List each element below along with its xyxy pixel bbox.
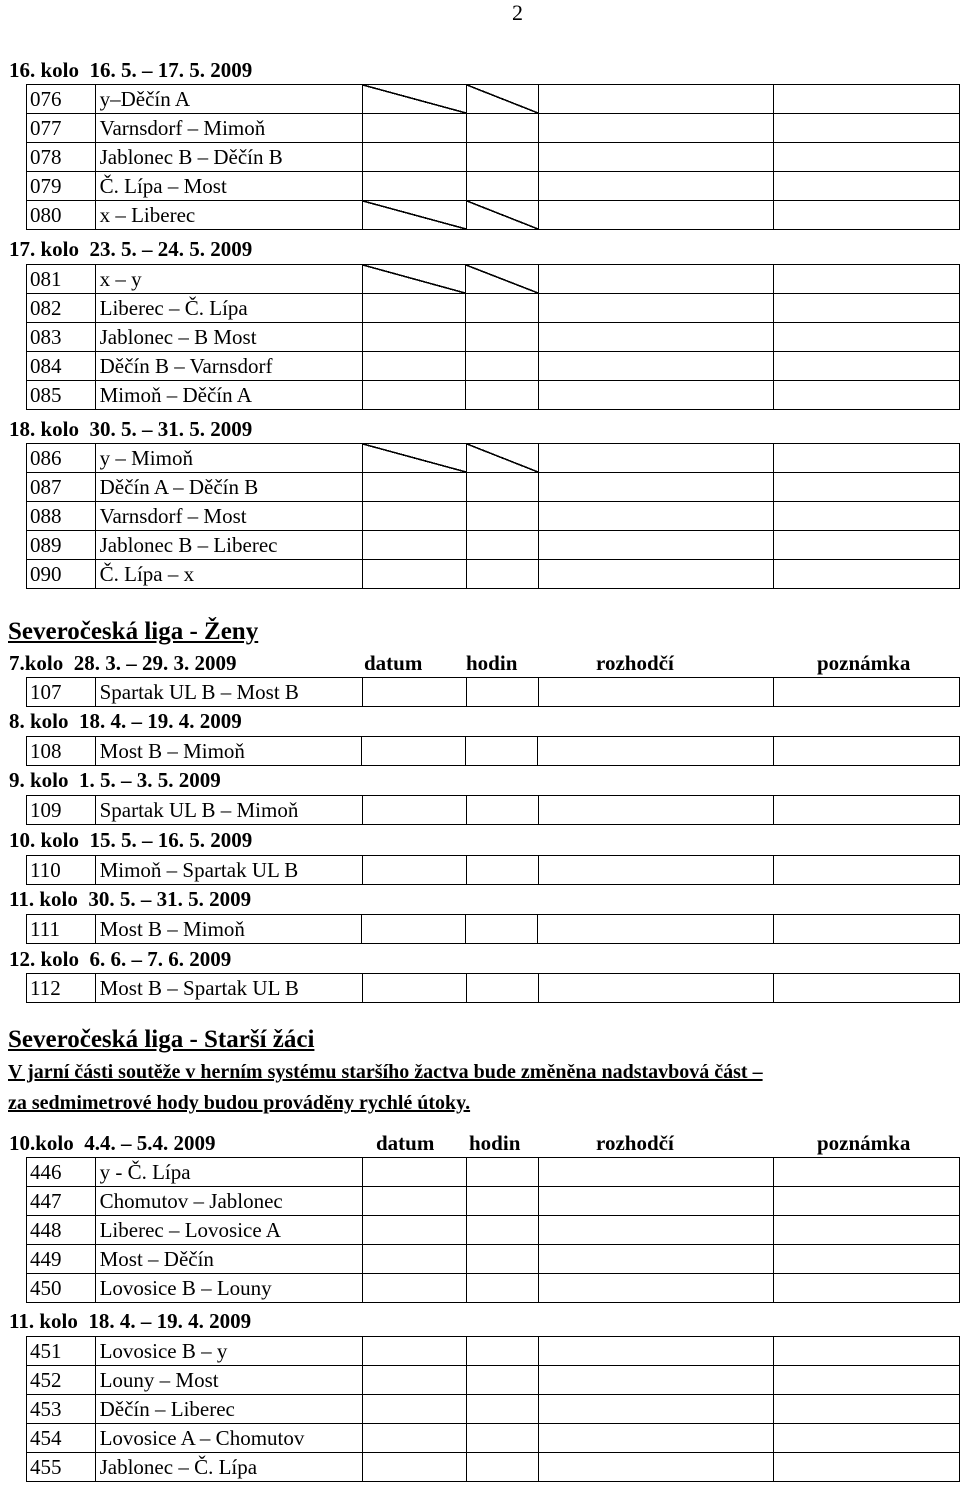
rozhodci-cell	[538, 974, 773, 1003]
match-number: 077	[27, 114, 96, 143]
poznamka-cell	[774, 796, 960, 825]
poznamka-cell	[774, 473, 960, 502]
table-row	[27, 294, 960, 323]
schedule-table	[26, 1157, 960, 1303]
match-number: 111	[27, 915, 96, 944]
hodin-cell	[466, 85, 538, 114]
match-teams: Most B – Mimoň	[95, 737, 362, 766]
rozhodci-cell	[538, 265, 773, 294]
poznamka-cell	[774, 294, 960, 323]
table-row	[27, 1158, 960, 1187]
match-teams: Č. Lípa – x	[95, 560, 362, 589]
poznamka-cell	[774, 1366, 960, 1395]
rozhodci-cell	[538, 1245, 773, 1274]
rozhodci-cell	[538, 915, 773, 944]
match-number: 078	[27, 143, 96, 172]
table-row	[27, 856, 960, 885]
table-row	[27, 796, 960, 825]
datum-cell	[362, 1158, 466, 1187]
column-header-rozhodci: rozhodčí	[596, 1131, 674, 1155]
match-number: 452	[27, 1366, 96, 1395]
match-teams: Varnsdorf – Most	[95, 502, 362, 531]
poznamka-cell	[774, 560, 960, 589]
table-row	[27, 915, 960, 944]
rozhodci-cell	[538, 381, 773, 410]
datum-cell	[362, 294, 466, 323]
datum-cell	[362, 974, 466, 1003]
hodin-cell	[466, 201, 538, 230]
match-number: 082	[27, 294, 96, 323]
poznamka-cell	[774, 381, 960, 410]
match-number: 090	[27, 560, 96, 589]
table-row	[27, 143, 960, 172]
rozhodci-cell	[538, 444, 773, 473]
poznamka-cell	[774, 1274, 960, 1303]
datum-cell	[362, 323, 466, 352]
match-teams: Děčín – Liberec	[95, 1395, 362, 1424]
match-number: 454	[27, 1424, 96, 1453]
column-header-datum: datum	[364, 651, 423, 675]
poznamka-cell	[774, 352, 960, 381]
match-teams: Spartak UL B – Mimoň	[95, 796, 362, 825]
datum-cell	[362, 1274, 466, 1303]
rozhodci-cell	[538, 294, 773, 323]
table-row	[27, 444, 960, 473]
hodin-cell	[466, 560, 538, 589]
match-teams: x – y	[95, 265, 362, 294]
column-header-rozhodci: rozhodčí	[596, 651, 674, 675]
match-teams: Lovosice B – y	[95, 1337, 362, 1366]
round-title: 11. kolo 18. 4. – 19. 4. 2009	[9, 1309, 252, 1333]
column-header-poznamka: poznámka	[817, 651, 911, 675]
match-teams: Jablonec B – Děčín B	[95, 143, 362, 172]
section-note-line-1: V jarní části soutěže v herním systému staršího žactva bude změněna nadstavbová část –	[8, 1061, 763, 1083]
column-header-poznamka: poznámka	[817, 1131, 911, 1155]
poznamka-cell	[774, 1453, 960, 1482]
poznamka-cell	[774, 1424, 960, 1453]
page-number: 2	[512, 0, 523, 25]
round-title: 10. kolo 15. 5. – 16. 5. 2009	[9, 828, 253, 852]
datum-cell	[362, 502, 466, 531]
hodin-cell	[466, 265, 538, 294]
match-number: 108	[27, 737, 96, 766]
table-row	[27, 974, 960, 1003]
rozhodci-cell	[538, 1453, 773, 1482]
rozhodci-cell	[538, 1337, 773, 1366]
rozhodci-cell	[538, 1395, 773, 1424]
poznamka-cell	[774, 531, 960, 560]
section-heading-zaci: Severočeská liga - Starší žáci	[8, 1026, 315, 1053]
match-teams: Liberec – Lovosice A	[95, 1216, 362, 1245]
hodin-cell	[466, 323, 538, 352]
match-number: 083	[27, 323, 96, 352]
column-header-hodin: hodin	[466, 651, 518, 675]
match-teams: Most B – Spartak UL B	[95, 974, 362, 1003]
hodin-cell	[466, 1337, 538, 1366]
schedule-table	[26, 914, 960, 944]
match-number: 451	[27, 1337, 96, 1366]
round-title: 8. kolo 18. 4. – 19. 4. 2009	[9, 709, 242, 733]
poznamka-cell	[774, 1395, 960, 1424]
datum-cell	[362, 796, 466, 825]
rozhodci-cell	[538, 737, 773, 766]
match-number: 081	[27, 265, 96, 294]
poznamka-cell	[773, 737, 959, 766]
match-number: 107	[27, 678, 96, 707]
table-row	[27, 381, 960, 410]
poznamka-cell	[774, 1245, 960, 1274]
rozhodci-cell	[538, 201, 773, 230]
poznamka-cell	[774, 1337, 960, 1366]
hodin-cell	[466, 1395, 538, 1424]
match-number: 109	[27, 796, 96, 825]
hodin-cell	[466, 172, 538, 201]
hodin-cell	[466, 1453, 538, 1482]
datum-cell	[362, 352, 466, 381]
match-teams: Lovosice A – Chomutov	[95, 1424, 362, 1453]
round-title: 16. kolo 16. 5. – 17. 5. 2009	[9, 58, 253, 82]
match-number: 449	[27, 1245, 96, 1274]
poznamka-cell	[774, 502, 960, 531]
match-teams: Děčín A – Děčín B	[95, 473, 362, 502]
datum-cell	[362, 531, 466, 560]
poznamka-cell	[774, 974, 960, 1003]
poznamka-cell	[774, 143, 960, 172]
table-row	[27, 1337, 960, 1366]
poznamka-cell	[774, 323, 960, 352]
datum-cell	[362, 1424, 466, 1453]
match-number: 447	[27, 1187, 96, 1216]
table-row	[27, 114, 960, 143]
table-row	[27, 1187, 960, 1216]
table-row	[27, 1274, 960, 1303]
poznamka-cell	[773, 915, 959, 944]
hodin-cell	[466, 1216, 538, 1245]
match-number: 088	[27, 502, 96, 531]
poznamka-cell	[774, 201, 960, 230]
schedule-table	[26, 677, 960, 707]
match-teams: Mimoň – Děčín A	[95, 381, 362, 410]
rozhodci-cell	[538, 323, 773, 352]
table-row	[27, 172, 960, 201]
poznamka-cell	[774, 444, 960, 473]
schedule-table	[26, 84, 960, 230]
match-teams: Varnsdorf – Mimoň	[95, 114, 362, 143]
rozhodci-cell	[538, 678, 773, 707]
table-row	[27, 85, 960, 114]
hodin-cell	[466, 1187, 538, 1216]
poznamka-cell	[774, 1187, 960, 1216]
datum-cell	[362, 444, 466, 473]
round-title: 11. kolo 30. 5. – 31. 5. 2009	[9, 887, 252, 911]
table-row	[27, 1424, 960, 1453]
round-title: 7.kolo 28. 3. – 29. 3. 2009	[9, 651, 237, 675]
datum-cell	[362, 856, 466, 885]
hodin-cell	[466, 1274, 538, 1303]
table-row	[27, 352, 960, 381]
poznamka-cell	[774, 265, 960, 294]
table-row	[27, 1453, 960, 1482]
table-row	[27, 1216, 960, 1245]
match-teams: Jablonec – B Most	[95, 323, 362, 352]
hodin-cell	[466, 856, 538, 885]
datum-cell	[362, 737, 466, 766]
hodin-cell	[466, 737, 538, 766]
table-row	[27, 502, 960, 531]
rozhodci-cell	[538, 560, 773, 589]
match-teams: x – Liberec	[95, 201, 362, 230]
match-teams: y – Mimoň	[95, 444, 362, 473]
datum-cell	[362, 1216, 466, 1245]
poznamka-cell	[774, 1216, 960, 1245]
poznamka-cell	[774, 114, 960, 143]
table-row	[27, 473, 960, 502]
datum-cell	[362, 915, 466, 944]
round-title: 17. kolo 23. 5. – 24. 5. 2009	[9, 237, 253, 261]
match-teams: Lovosice B – Louny	[95, 1274, 362, 1303]
rozhodci-cell	[538, 1216, 773, 1245]
hodin-cell	[466, 294, 538, 323]
table-row	[27, 678, 960, 707]
hodin-cell	[466, 1158, 538, 1187]
poznamka-cell	[774, 678, 960, 707]
schedule-table	[26, 736, 960, 766]
column-header-hodin: hodin	[469, 1131, 521, 1155]
hodin-cell	[466, 796, 538, 825]
rozhodci-cell	[538, 352, 773, 381]
hodin-cell	[466, 1366, 538, 1395]
hodin-cell	[466, 915, 538, 944]
table-row	[27, 560, 960, 589]
rozhodci-cell	[538, 1366, 773, 1395]
match-number: 080	[27, 201, 96, 230]
section-note-line-2: za sedmimetrové hody budou prováděny rychlé útoky.	[8, 1092, 471, 1114]
match-number: 089	[27, 531, 96, 560]
match-teams: Spartak UL B – Most B	[95, 678, 362, 707]
table-row	[27, 1395, 960, 1424]
datum-cell	[362, 381, 466, 410]
datum-cell	[362, 1337, 466, 1366]
datum-cell	[362, 85, 466, 114]
match-number: 110	[27, 856, 96, 885]
match-number: 085	[27, 381, 96, 410]
datum-cell	[362, 678, 466, 707]
match-number: 453	[27, 1395, 96, 1424]
poznamka-cell	[774, 1158, 960, 1187]
match-teams: Liberec – Č. Lípa	[95, 294, 362, 323]
datum-cell	[362, 1245, 466, 1274]
match-teams: Jablonec B – Liberec	[95, 531, 362, 560]
schedule-table	[26, 855, 960, 885]
rozhodci-cell	[538, 502, 773, 531]
schedule-table	[26, 443, 960, 589]
hodin-cell	[466, 381, 538, 410]
table-row	[27, 737, 960, 766]
match-teams: Louny – Most	[95, 1366, 362, 1395]
rozhodci-cell	[538, 1424, 773, 1453]
table-row	[27, 201, 960, 230]
poznamka-cell	[774, 85, 960, 114]
match-number: 112	[27, 974, 96, 1003]
rozhodci-cell	[538, 114, 773, 143]
match-teams: Chomutov – Jablonec	[95, 1187, 362, 1216]
match-teams: Mimoň – Spartak UL B	[95, 856, 362, 885]
rozhodci-cell	[538, 856, 773, 885]
datum-cell	[362, 560, 466, 589]
poznamka-cell	[774, 172, 960, 201]
match-teams: Jablonec – Č. Lípa	[95, 1453, 362, 1482]
hodin-cell	[466, 531, 538, 560]
hodin-cell	[466, 143, 538, 172]
match-teams: Most B – Mimoň	[95, 915, 362, 944]
datum-cell	[362, 201, 466, 230]
schedule-table	[26, 973, 960, 1003]
rozhodci-cell	[538, 796, 773, 825]
hodin-cell	[466, 502, 538, 531]
schedule-table	[26, 1336, 960, 1482]
match-teams: y - Č. Lípa	[95, 1158, 362, 1187]
section-heading-zeny: Severočeská liga - Ženy	[8, 618, 259, 645]
rozhodci-cell	[538, 143, 773, 172]
rozhodci-cell	[538, 1158, 773, 1187]
hodin-cell	[466, 444, 538, 473]
round-title: 10.kolo 4.4. – 5.4. 2009	[9, 1131, 216, 1155]
rozhodci-cell	[538, 1187, 773, 1216]
match-teams: Most – Děčín	[95, 1245, 362, 1274]
rozhodci-cell	[538, 85, 773, 114]
match-number: 450	[27, 1274, 96, 1303]
datum-cell	[362, 473, 466, 502]
datum-cell	[362, 143, 466, 172]
datum-cell	[362, 172, 466, 201]
hodin-cell	[466, 1245, 538, 1274]
datum-cell	[362, 1395, 466, 1424]
table-row	[27, 531, 960, 560]
hodin-cell	[466, 114, 538, 143]
schedule-table	[26, 264, 960, 410]
hodin-cell	[466, 974, 538, 1003]
round-title: 9. kolo 1. 5. – 3. 5. 2009	[9, 768, 221, 792]
datum-cell	[362, 1366, 466, 1395]
datum-cell	[362, 1453, 466, 1482]
match-number: 455	[27, 1453, 96, 1482]
table-row	[27, 1245, 960, 1274]
hodin-cell	[466, 352, 538, 381]
match-number: 076	[27, 85, 96, 114]
rozhodci-cell	[538, 1274, 773, 1303]
rozhodci-cell	[538, 172, 773, 201]
match-number: 448	[27, 1216, 96, 1245]
round-title: 12. kolo 6. 6. – 7. 6. 2009	[9, 947, 232, 971]
rozhodci-cell	[538, 473, 773, 502]
match-number: 446	[27, 1158, 96, 1187]
match-number: 079	[27, 172, 96, 201]
datum-cell	[362, 1187, 466, 1216]
table-row	[27, 323, 960, 352]
hodin-cell	[466, 1424, 538, 1453]
table-row	[27, 1366, 960, 1395]
hodin-cell	[466, 678, 538, 707]
match-teams: Děčín B – Varnsdorf	[95, 352, 362, 381]
column-header-datum: datum	[376, 1131, 435, 1155]
rozhodci-cell	[538, 531, 773, 560]
schedule-table	[26, 795, 960, 825]
table-row	[27, 265, 960, 294]
match-number: 086	[27, 444, 96, 473]
hodin-cell	[466, 473, 538, 502]
match-number: 087	[27, 473, 96, 502]
match-teams: y–Děčín A	[95, 85, 362, 114]
match-teams: Č. Lípa – Most	[95, 172, 362, 201]
datum-cell	[362, 114, 466, 143]
datum-cell	[362, 265, 466, 294]
match-number: 084	[27, 352, 96, 381]
round-title: 18. kolo 30. 5. – 31. 5. 2009	[9, 417, 253, 441]
poznamka-cell	[774, 856, 960, 885]
